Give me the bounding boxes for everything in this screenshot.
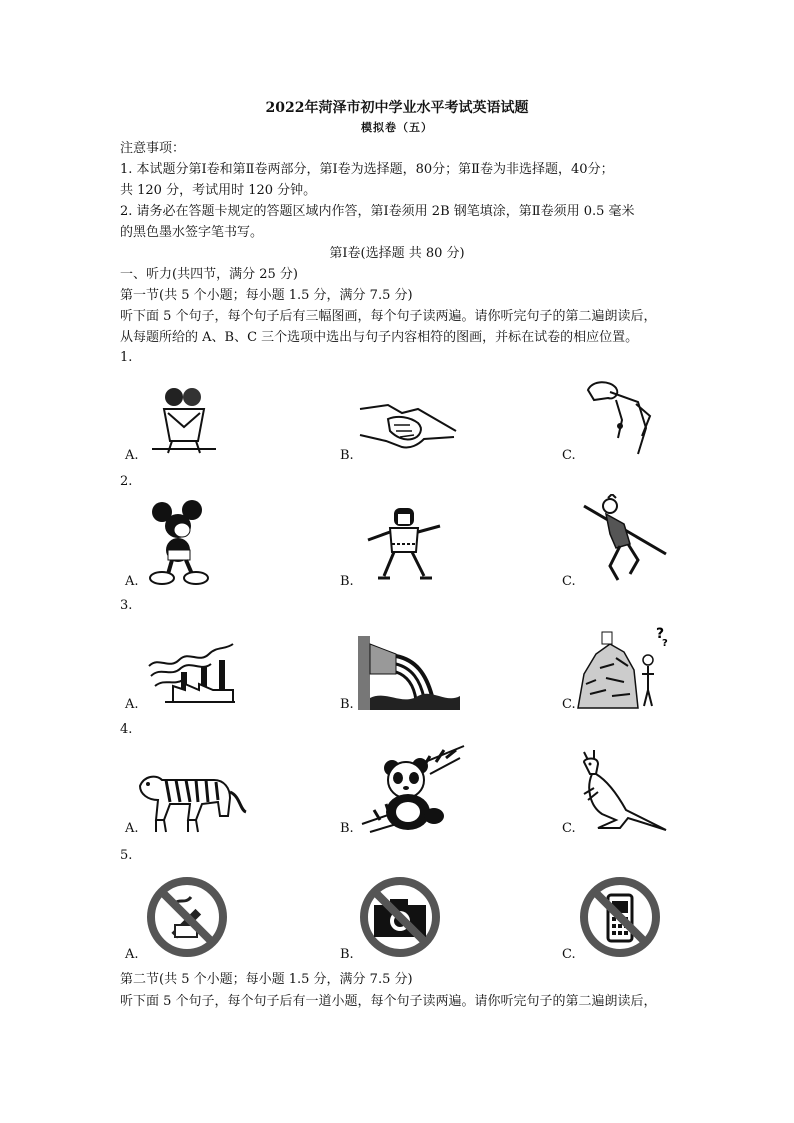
instruction-line-1: 听下面 5 个句子，每个句子后有三幅图画，每个句子读两遍。请你听完句子的第二遍朗读后， bbox=[120, 309, 657, 324]
subsection-2-heading: 第二节(共 5 个小题；每小题 1.5 分，满分 7.5 分) bbox=[120, 972, 413, 987]
option-label: B. bbox=[340, 821, 354, 836]
question-number: 5. bbox=[120, 848, 133, 863]
notes-line-3: 2. 请务必在答题卡规定的答题区域内作答，第Ⅰ卷须用 2B 钢笔填涂，第Ⅱ卷须用 0.5 毫米 bbox=[120, 204, 635, 219]
no-camera-icon bbox=[358, 875, 442, 959]
option-label: B. bbox=[340, 574, 354, 589]
mickey-mouse-icon bbox=[148, 500, 214, 586]
nezha-boy-icon bbox=[364, 504, 444, 584]
option-label: B. bbox=[340, 947, 354, 962]
tiger-icon bbox=[136, 766, 248, 836]
no-phone-icon bbox=[578, 875, 662, 959]
option-label: A. bbox=[125, 574, 139, 589]
option-label: A. bbox=[125, 697, 139, 712]
exam-subtitle: 模拟卷（五） bbox=[361, 121, 433, 134]
instruction-line-2: 从每题所给的 A、B、C 三个选项中选出与句子内容相符的图画，并标在试卷的相应位置。 bbox=[120, 330, 639, 345]
svg-text:?: ? bbox=[662, 638, 668, 649]
exam-title: 2022年菏泽市初中学业水平考试英语试题 bbox=[265, 100, 529, 116]
option-label: A. bbox=[125, 448, 139, 463]
option-label: C. bbox=[562, 697, 576, 712]
handshake-icon bbox=[358, 395, 458, 455]
question-number: 1. bbox=[120, 350, 133, 365]
hugging-people-icon bbox=[148, 383, 220, 455]
option-label: B. bbox=[340, 448, 354, 463]
subsection-1-heading: 第一节(共 5 个小题；每小题 1.5 分，满分 7.5 分) bbox=[120, 288, 413, 303]
kangaroo-icon bbox=[576, 748, 668, 832]
section-heading: 一、听力(共四节，满分 25 分) bbox=[120, 267, 298, 282]
notes-line-4: 的黑色墨水签字笔书写。 bbox=[120, 225, 264, 240]
monkey-king-icon bbox=[580, 494, 670, 584]
option-label: B. bbox=[340, 697, 354, 712]
no-smoking-icon bbox=[145, 875, 229, 959]
question-number: 3. bbox=[120, 598, 133, 613]
option-label: A. bbox=[125, 947, 139, 962]
option-label: C. bbox=[562, 448, 576, 463]
notes-heading: 注意事项： bbox=[120, 141, 186, 156]
bowing-man-icon bbox=[580, 376, 660, 456]
notes-line-1: 1. 本试题分第Ⅰ卷和第Ⅱ卷两部分，第Ⅰ卷为选择题，80分；第Ⅱ卷为非选择题，40分； bbox=[120, 162, 614, 177]
panda-bamboo-icon bbox=[360, 744, 466, 834]
instruction-line-3: 听下面 5 个句子，每个句子后有一道小题，每个句子读两遍。请你听完句子的第二遍朗读后， bbox=[120, 994, 657, 1009]
part1-heading: 第Ⅰ卷(选择题 共 80 分) bbox=[329, 246, 465, 261]
option-label: C. bbox=[562, 947, 576, 962]
garbage-pile-icon bbox=[576, 624, 672, 710]
svg-text:?: ? bbox=[656, 626, 665, 642]
question-number: 4. bbox=[120, 722, 133, 737]
factory-smoke-icon bbox=[145, 636, 237, 706]
option-label: A. bbox=[125, 821, 139, 836]
question-number: 2. bbox=[120, 474, 133, 489]
waste-water-pipe-icon bbox=[356, 634, 460, 710]
notes-line-2: 共 120 分，考试用时 120 分钟。 bbox=[120, 183, 317, 198]
option-label: C. bbox=[562, 574, 576, 589]
option-label: C. bbox=[562, 821, 576, 836]
